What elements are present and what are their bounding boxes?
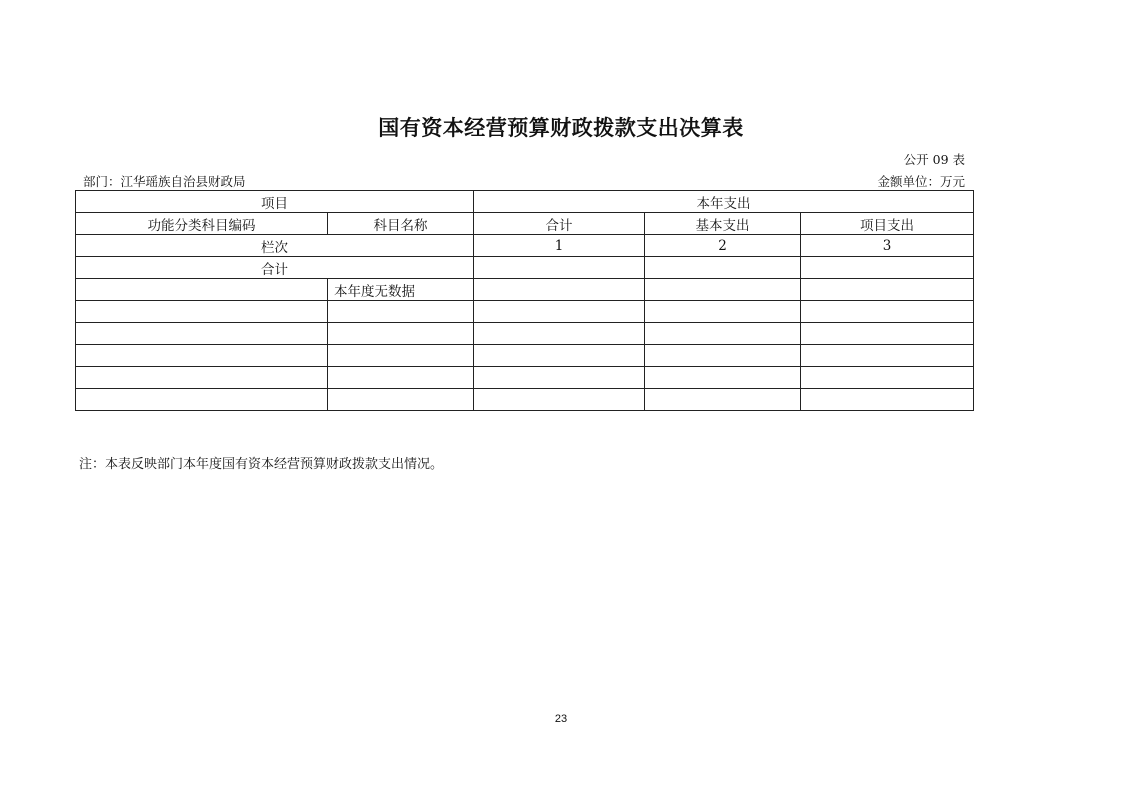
col-total: 合计 [474,213,645,235]
col-code: 功能分类科目编码 [76,213,328,235]
table-cell [76,279,328,301]
no-data-cell: 本年度无数据 [328,279,474,301]
table-cell [645,301,801,323]
row-index-label: 栏次 [76,235,474,257]
table-row [76,345,974,367]
expense-table [75,190,974,411]
table-row [76,389,974,411]
table-cell [328,323,474,345]
row-index-3: 3 [801,235,974,257]
header-project: 项目 [76,191,474,213]
table-cell [645,257,801,279]
row-index-2: 2 [645,235,801,257]
table-cell [645,389,801,411]
table-cell [76,367,328,389]
table-header-row [76,191,974,213]
table-cell [645,367,801,389]
table-cell [76,323,328,345]
table-cell [474,279,645,301]
table-cell [645,345,801,367]
table-cell [474,301,645,323]
table-cell [76,301,328,323]
page-number: 23 [554,713,568,725]
table-cell [801,257,974,279]
table-cell [76,345,328,367]
table-cell [801,279,974,301]
table-cell [474,367,645,389]
table-cell [76,389,328,411]
row-total-label: 合计 [76,257,474,279]
header-expense: 本年支出 [474,191,974,213]
table-row [76,301,974,323]
table-cell [328,389,474,411]
table-cell [474,323,645,345]
table-cell [801,345,974,367]
page-title: 国有资本经营预算财政拨款支出决算表 [378,115,744,140]
table-row-total [76,257,974,279]
col-name: 科目名称 [328,213,474,235]
row-index-1: 1 [474,235,645,257]
col-project: 项目支出 [801,213,974,235]
table-row [76,323,974,345]
table-cell [474,389,645,411]
table-cell [645,323,801,345]
col-basic: 基本支出 [645,213,801,235]
table-row [76,279,974,301]
table-cell [801,367,974,389]
table-cell [328,367,474,389]
unit-label: 金额单位：万元 [877,174,965,189]
footnote: 注：本表反映部门本年度国有资本经营预算财政拨款支出情况。 [79,457,444,472]
table-cell [474,345,645,367]
department-label: 部门：江华瑶族自治县财政局 [83,174,246,189]
table-cell [801,323,974,345]
table-cell [801,389,974,411]
table-cell [801,301,974,323]
table-cell [328,301,474,323]
table-row-index [76,235,974,257]
table-cell [645,279,801,301]
table-subheader-row [76,213,974,235]
table-row [76,367,974,389]
table-cell [328,345,474,367]
table-cell [474,257,645,279]
form-number: 公开 09 表 [903,152,965,167]
